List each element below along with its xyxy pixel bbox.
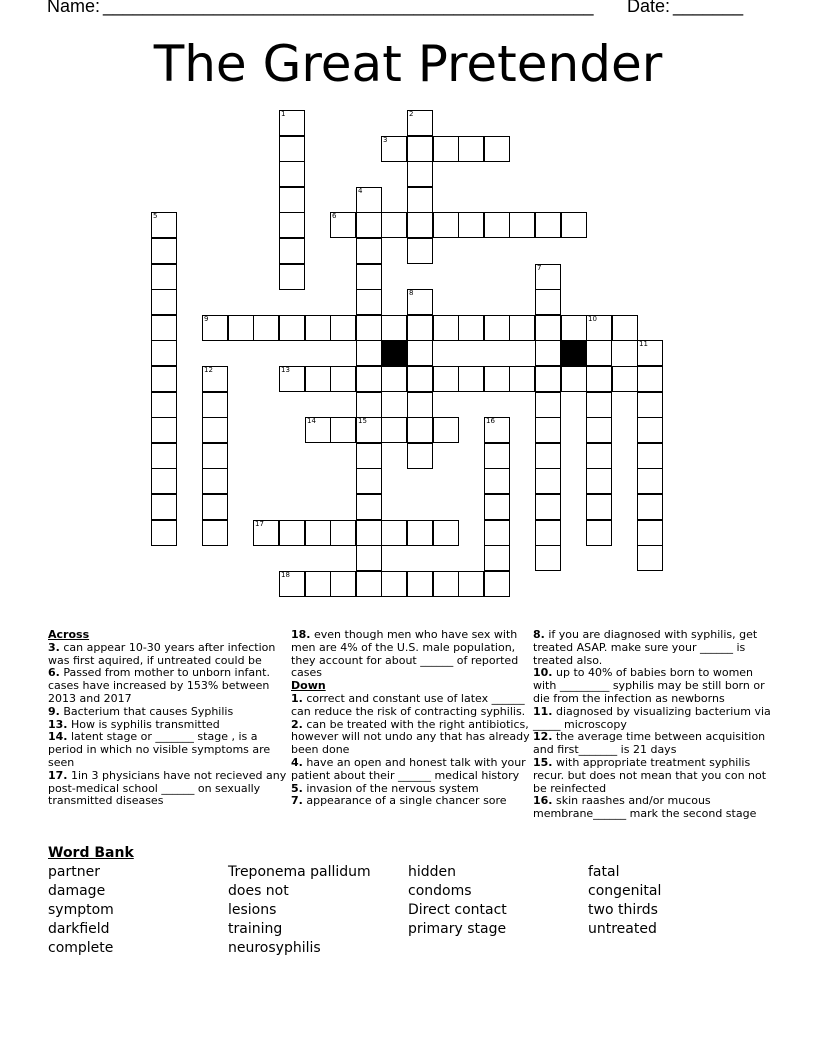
- crossword-cell[interactable]: [535, 417, 561, 443]
- crossword-cell[interactable]: [253, 315, 279, 341]
- crossword-cell[interactable]: [586, 315, 612, 341]
- crossword-cell[interactable]: [279, 212, 305, 238]
- crossword-cell[interactable]: [330, 212, 356, 238]
- crossword-cell[interactable]: [356, 264, 382, 290]
- crossword-cell[interactable]: [279, 571, 305, 597]
- crossword-cell[interactable]: [381, 520, 407, 546]
- word-bank-item: training: [228, 921, 283, 937]
- name-field[interactable]: _________________________________________________: [103, 0, 594, 16]
- crossword-cell[interactable]: [407, 110, 433, 136]
- crossword-cell[interactable]: [586, 468, 612, 494]
- clue-down-16: 16. skin raashes and/or mucous membrane______ mark the second stage: [533, 794, 757, 821]
- crossword-cell[interactable]: [151, 264, 177, 290]
- clue-down-15: 15. with appropriate treatment syphilis recur. but does not mean that you con not be reinfected: [533, 755, 767, 795]
- crossword-cell[interactable]: [151, 494, 177, 520]
- clue-across-3: 3. can appear 10-30 years after infection was first aquired, if untreated could be: [48, 640, 276, 667]
- clue-number: 11: [639, 340, 648, 348]
- page-title: The Great Pretender: [153, 35, 663, 93]
- crossword-cell[interactable]: [433, 571, 459, 597]
- crossword-cell[interactable]: [253, 520, 279, 546]
- word-bank-item: primary stage: [408, 921, 507, 937]
- word-bank-column-2: [228, 863, 371, 958]
- crossword-cell[interactable]: [381, 315, 407, 341]
- crossword-cell[interactable]: [356, 443, 382, 469]
- clue-number: 4: [358, 187, 363, 195]
- crossword-cell[interactable]: [535, 289, 561, 315]
- crossword-cell[interactable]: [433, 520, 459, 546]
- clue-down-11: 11. diagnosed by visualizing bacterium via _____ microscopy: [533, 704, 771, 731]
- crossword-cell[interactable]: [356, 315, 382, 341]
- black-square: [381, 340, 407, 366]
- crossword-cell[interactable]: [535, 443, 561, 469]
- crossword-cell[interactable]: [586, 494, 612, 520]
- crossword-cell[interactable]: [202, 468, 228, 494]
- crossword-cell[interactable]: [407, 443, 433, 469]
- crossword-cell[interactable]: [637, 520, 663, 546]
- crossword-cell[interactable]: [484, 443, 510, 469]
- crossword-cell[interactable]: [484, 136, 510, 162]
- crossword-cell[interactable]: [151, 417, 177, 443]
- crossword-cell[interactable]: [433, 366, 459, 392]
- crossword-cell[interactable]: [305, 366, 331, 392]
- crossword-cell[interactable]: [356, 366, 382, 392]
- crossword-cell[interactable]: [407, 136, 433, 162]
- word-bank-column-3: [408, 863, 507, 939]
- down-heading: Down: [291, 679, 326, 693]
- crossword-cell[interactable]: [458, 136, 484, 162]
- clue-number: 7: [537, 264, 542, 272]
- word-bank-title: Word Bank: [48, 845, 134, 861]
- crossword-cell[interactable]: [202, 443, 228, 469]
- word-bank-item: symptom: [48, 902, 114, 918]
- crossword-cell[interactable]: [535, 366, 561, 392]
- clue-number: 17: [255, 520, 264, 528]
- clue-number: 2: [409, 110, 414, 118]
- clue-down-12: 12. the average time between acquisition and first_______ is 21 days: [533, 730, 766, 757]
- crossword-cell[interactable]: [305, 520, 331, 546]
- crossword-cell[interactable]: [305, 571, 331, 597]
- clue-number: 15: [358, 417, 367, 425]
- crossword-cell[interactable]: [637, 392, 663, 418]
- word-bank-item: lesions: [228, 902, 277, 918]
- crossword-cell[interactable]: [202, 392, 228, 418]
- crossword-cell[interactable]: [509, 212, 535, 238]
- crossword-cell[interactable]: [279, 315, 305, 341]
- clue-down-7: 7. appearance of a single chancer sore: [291, 794, 507, 808]
- crossword-cell[interactable]: [535, 212, 561, 238]
- crossword-cell[interactable]: [535, 545, 561, 571]
- crossword-cell[interactable]: [151, 212, 177, 238]
- crossword-cell[interactable]: [151, 289, 177, 315]
- crossword-cell[interactable]: [305, 315, 331, 341]
- crossword-cell[interactable]: [279, 161, 305, 187]
- crossword-cell[interactable]: [356, 187, 382, 213]
- crossword-cell[interactable]: [202, 494, 228, 520]
- crossword-cell[interactable]: [151, 315, 177, 341]
- clue-number: 14: [307, 417, 316, 425]
- crossword-cell[interactable]: [586, 417, 612, 443]
- crossword-cell[interactable]: [151, 392, 177, 418]
- crossword-cell[interactable]: [330, 417, 356, 443]
- crossword-cell[interactable]: [381, 417, 407, 443]
- clue-number: 3: [383, 136, 388, 144]
- clue-number: 16: [486, 417, 495, 425]
- word-bank-item: two thirds: [588, 902, 658, 918]
- crossword-cell[interactable]: [458, 571, 484, 597]
- crossword-cell[interactable]: [279, 238, 305, 264]
- crossword-cell[interactable]: [637, 545, 663, 571]
- crossword-cell[interactable]: [484, 468, 510, 494]
- crossword-cell[interactable]: [279, 264, 305, 290]
- clue-number: 12: [204, 366, 213, 374]
- crossword-cell[interactable]: [637, 494, 663, 520]
- crossword-cell[interactable]: [484, 494, 510, 520]
- crossword-cell[interactable]: [356, 212, 382, 238]
- date-field[interactable]: _______: [673, 0, 744, 16]
- crossword-cell[interactable]: [381, 366, 407, 392]
- crossword-cell[interactable]: [202, 366, 228, 392]
- crossword-cell[interactable]: [458, 366, 484, 392]
- clue-number: 1: [281, 110, 286, 118]
- crossword-cell[interactable]: [356, 494, 382, 520]
- crossword-cell[interactable]: [407, 571, 433, 597]
- crossword-cell[interactable]: [151, 340, 177, 366]
- crossword-cell[interactable]: [151, 443, 177, 469]
- crossword-cell[interactable]: [330, 315, 356, 341]
- crossword-cell[interactable]: [407, 187, 433, 213]
- clue-across-9: 9. Bacterium that causes Syphilis: [48, 704, 234, 718]
- name-label: Name:: [47, 0, 101, 16]
- crossword-cell[interactable]: [151, 366, 177, 392]
- crossword-cell[interactable]: [330, 520, 356, 546]
- crossword-cell[interactable]: [279, 136, 305, 162]
- clue-across-14: 14. latent stage or _______ stage , is a period in which no visible symptoms are seen: [48, 730, 271, 769]
- crossword-cell[interactable]: [433, 417, 459, 443]
- crossword-cell[interactable]: [356, 392, 382, 418]
- word-bank-item: damage: [48, 883, 106, 899]
- crossword-cell[interactable]: [279, 110, 305, 136]
- crossword-cell[interactable]: [407, 392, 433, 418]
- date-label: Date:: [627, 0, 671, 16]
- word-bank-column-4: [588, 863, 661, 939]
- crossword-cell[interactable]: [330, 366, 356, 392]
- clue-number: 13: [281, 366, 290, 374]
- crossword-cell[interactable]: [407, 366, 433, 392]
- crossword-cell[interactable]: [637, 443, 663, 469]
- clue-down-4: 4. have an open and honest talk with your patient about their ______ medical history: [291, 755, 526, 782]
- crossword-cell[interactable]: [279, 520, 305, 546]
- crossword-cell[interactable]: [484, 520, 510, 546]
- crossword-cell[interactable]: [535, 340, 561, 366]
- crossword-cell[interactable]: [356, 238, 382, 264]
- crossword-cell[interactable]: [586, 340, 612, 366]
- crossword-cell[interactable]: [356, 520, 382, 546]
- crossword-cell[interactable]: [151, 520, 177, 546]
- across-heading: Across: [48, 628, 90, 641]
- clue-number: 9: [204, 315, 209, 323]
- crossword-cell[interactable]: [586, 520, 612, 546]
- clue-down-2: 2. can be treated with the right antibiotics, however will not undo any that has already been done: [291, 717, 530, 757]
- crossword-cell[interactable]: [228, 315, 254, 341]
- clue-number: 8: [409, 289, 414, 297]
- clue-across-18: 18. even though men who have sex with men are 4% of the U.S. male population, they account for about ______ of reported cases: [291, 628, 519, 680]
- crossword-cell[interactable]: [407, 289, 433, 315]
- crossword-cell[interactable]: [151, 468, 177, 494]
- crossword-cell[interactable]: [484, 212, 510, 238]
- crossword-cell[interactable]: [356, 289, 382, 315]
- crossword-cell[interactable]: [356, 571, 382, 597]
- word-bank-item: darkfield: [48, 921, 110, 937]
- clue-down-10: 10. up to 40% of babies born to women with _________ syphilis may be still born or die from the infection as newborns: [533, 666, 765, 705]
- crossword-cell[interactable]: [356, 545, 382, 571]
- crossword-cell[interactable]: [279, 187, 305, 213]
- crossword-cell[interactable]: [407, 315, 433, 341]
- crossword-cell[interactable]: [637, 417, 663, 443]
- crossword-cell[interactable]: [202, 417, 228, 443]
- crossword-cell[interactable]: [407, 340, 433, 366]
- clue-number: 10: [588, 315, 597, 323]
- crossword-cell[interactable]: [561, 212, 587, 238]
- word-bank-item: fatal: [588, 864, 620, 880]
- word-bank-item: complete: [48, 940, 114, 956]
- crossword-cell[interactable]: [586, 392, 612, 418]
- crossword-cell[interactable]: [561, 315, 587, 341]
- word-bank-item: Treponema pallidum: [228, 864, 371, 880]
- clues-column-1: [48, 629, 288, 808]
- crossword-cell[interactable]: [612, 366, 638, 392]
- clue-number: 5: [153, 212, 158, 220]
- crossword-cell[interactable]: [407, 161, 433, 187]
- crossword-cell[interactable]: [535, 392, 561, 418]
- crossword-cell[interactable]: [535, 264, 561, 290]
- crossword-cell[interactable]: [458, 315, 484, 341]
- clue-across-17: 17. 1in 3 physicians have not recieved any post-medical school ______ on sexually transmitted diseases: [48, 768, 287, 808]
- crossword-cell[interactable]: [407, 238, 433, 264]
- crossword-cell[interactable]: [509, 315, 535, 341]
- crossword-cell[interactable]: [637, 366, 663, 392]
- crossword-cell[interactable]: [330, 571, 356, 597]
- crossword-cell[interactable]: [586, 443, 612, 469]
- crossword-cell[interactable]: [407, 212, 433, 238]
- word-bank-item: Direct contact: [408, 902, 507, 918]
- crossword-cell[interactable]: [637, 468, 663, 494]
- crossword-cell[interactable]: [637, 340, 663, 366]
- crossword-cell[interactable]: [484, 366, 510, 392]
- crossword-cell[interactable]: [433, 315, 459, 341]
- crossword-cell[interactable]: [535, 520, 561, 546]
- crossword-cell[interactable]: [484, 417, 510, 443]
- word-bank-item: untreated: [588, 921, 657, 937]
- crossword-cell[interactable]: [433, 136, 459, 162]
- crossword-cell[interactable]: [535, 494, 561, 520]
- word-bank-item: partner: [48, 864, 100, 880]
- clue-across-6: 6. Passed from mother to unborn infant. cases have increased by 153% between 2013 and 2017: [48, 666, 270, 705]
- crossword-cell[interactable]: [381, 136, 407, 162]
- black-square: [561, 340, 587, 366]
- crossword-cell[interactable]: [484, 315, 510, 341]
- crossword-cell[interactable]: [202, 520, 228, 546]
- word-bank-item: condoms: [408, 883, 472, 899]
- crossword-cell[interactable]: [407, 520, 433, 546]
- crossword-cell[interactable]: [612, 315, 638, 341]
- crossword-cell[interactable]: [458, 212, 484, 238]
- crossword-cell[interactable]: [484, 545, 510, 571]
- clue-across-13: 13. How is syphilis transmitted: [48, 717, 220, 731]
- crossword-cell[interactable]: [356, 468, 382, 494]
- crossword-cell[interactable]: [381, 212, 407, 238]
- clue-down-1: 1. correct and constant use of latex ______ can reduce the risk of contracting syphilis.: [291, 691, 526, 718]
- crossword-cell[interactable]: [509, 366, 535, 392]
- crossword-cell[interactable]: [535, 468, 561, 494]
- word-bank-column-1: [48, 863, 114, 958]
- crossword-cell[interactable]: [356, 340, 382, 366]
- clue-down-5: 5. invasion of the nervous system: [291, 781, 479, 795]
- crossword-cell[interactable]: [279, 366, 305, 392]
- crossword-cell[interactable]: [535, 315, 561, 341]
- crossword-cell[interactable]: [356, 417, 382, 443]
- crossword-cell[interactable]: [151, 238, 177, 264]
- crossword-cell[interactable]: [586, 366, 612, 392]
- word-bank-item: neurosyphilis: [228, 940, 321, 956]
- clue-number: 6: [332, 212, 337, 220]
- clues-column-2: [291, 629, 531, 808]
- word-bank-item: congenital: [588, 883, 662, 899]
- crossword-cell[interactable]: [381, 571, 407, 597]
- clues-column-3: [533, 629, 773, 821]
- word-bank-item: hidden: [408, 864, 457, 880]
- crossword-cell[interactable]: [561, 366, 587, 392]
- crossword-cell[interactable]: [433, 212, 459, 238]
- clue-down-8: 8. if you are diagnosed with syphilis, get treated ASAP. make sure your ______ is treated also.: [533, 628, 758, 667]
- word-bank-item: does not: [228, 883, 289, 899]
- clue-number: 18: [281, 571, 290, 579]
- crossword-cell[interactable]: [484, 571, 510, 597]
- crossword-cell[interactable]: [202, 315, 228, 341]
- crossword-cell[interactable]: [407, 417, 433, 443]
- crossword-cell[interactable]: [305, 417, 331, 443]
